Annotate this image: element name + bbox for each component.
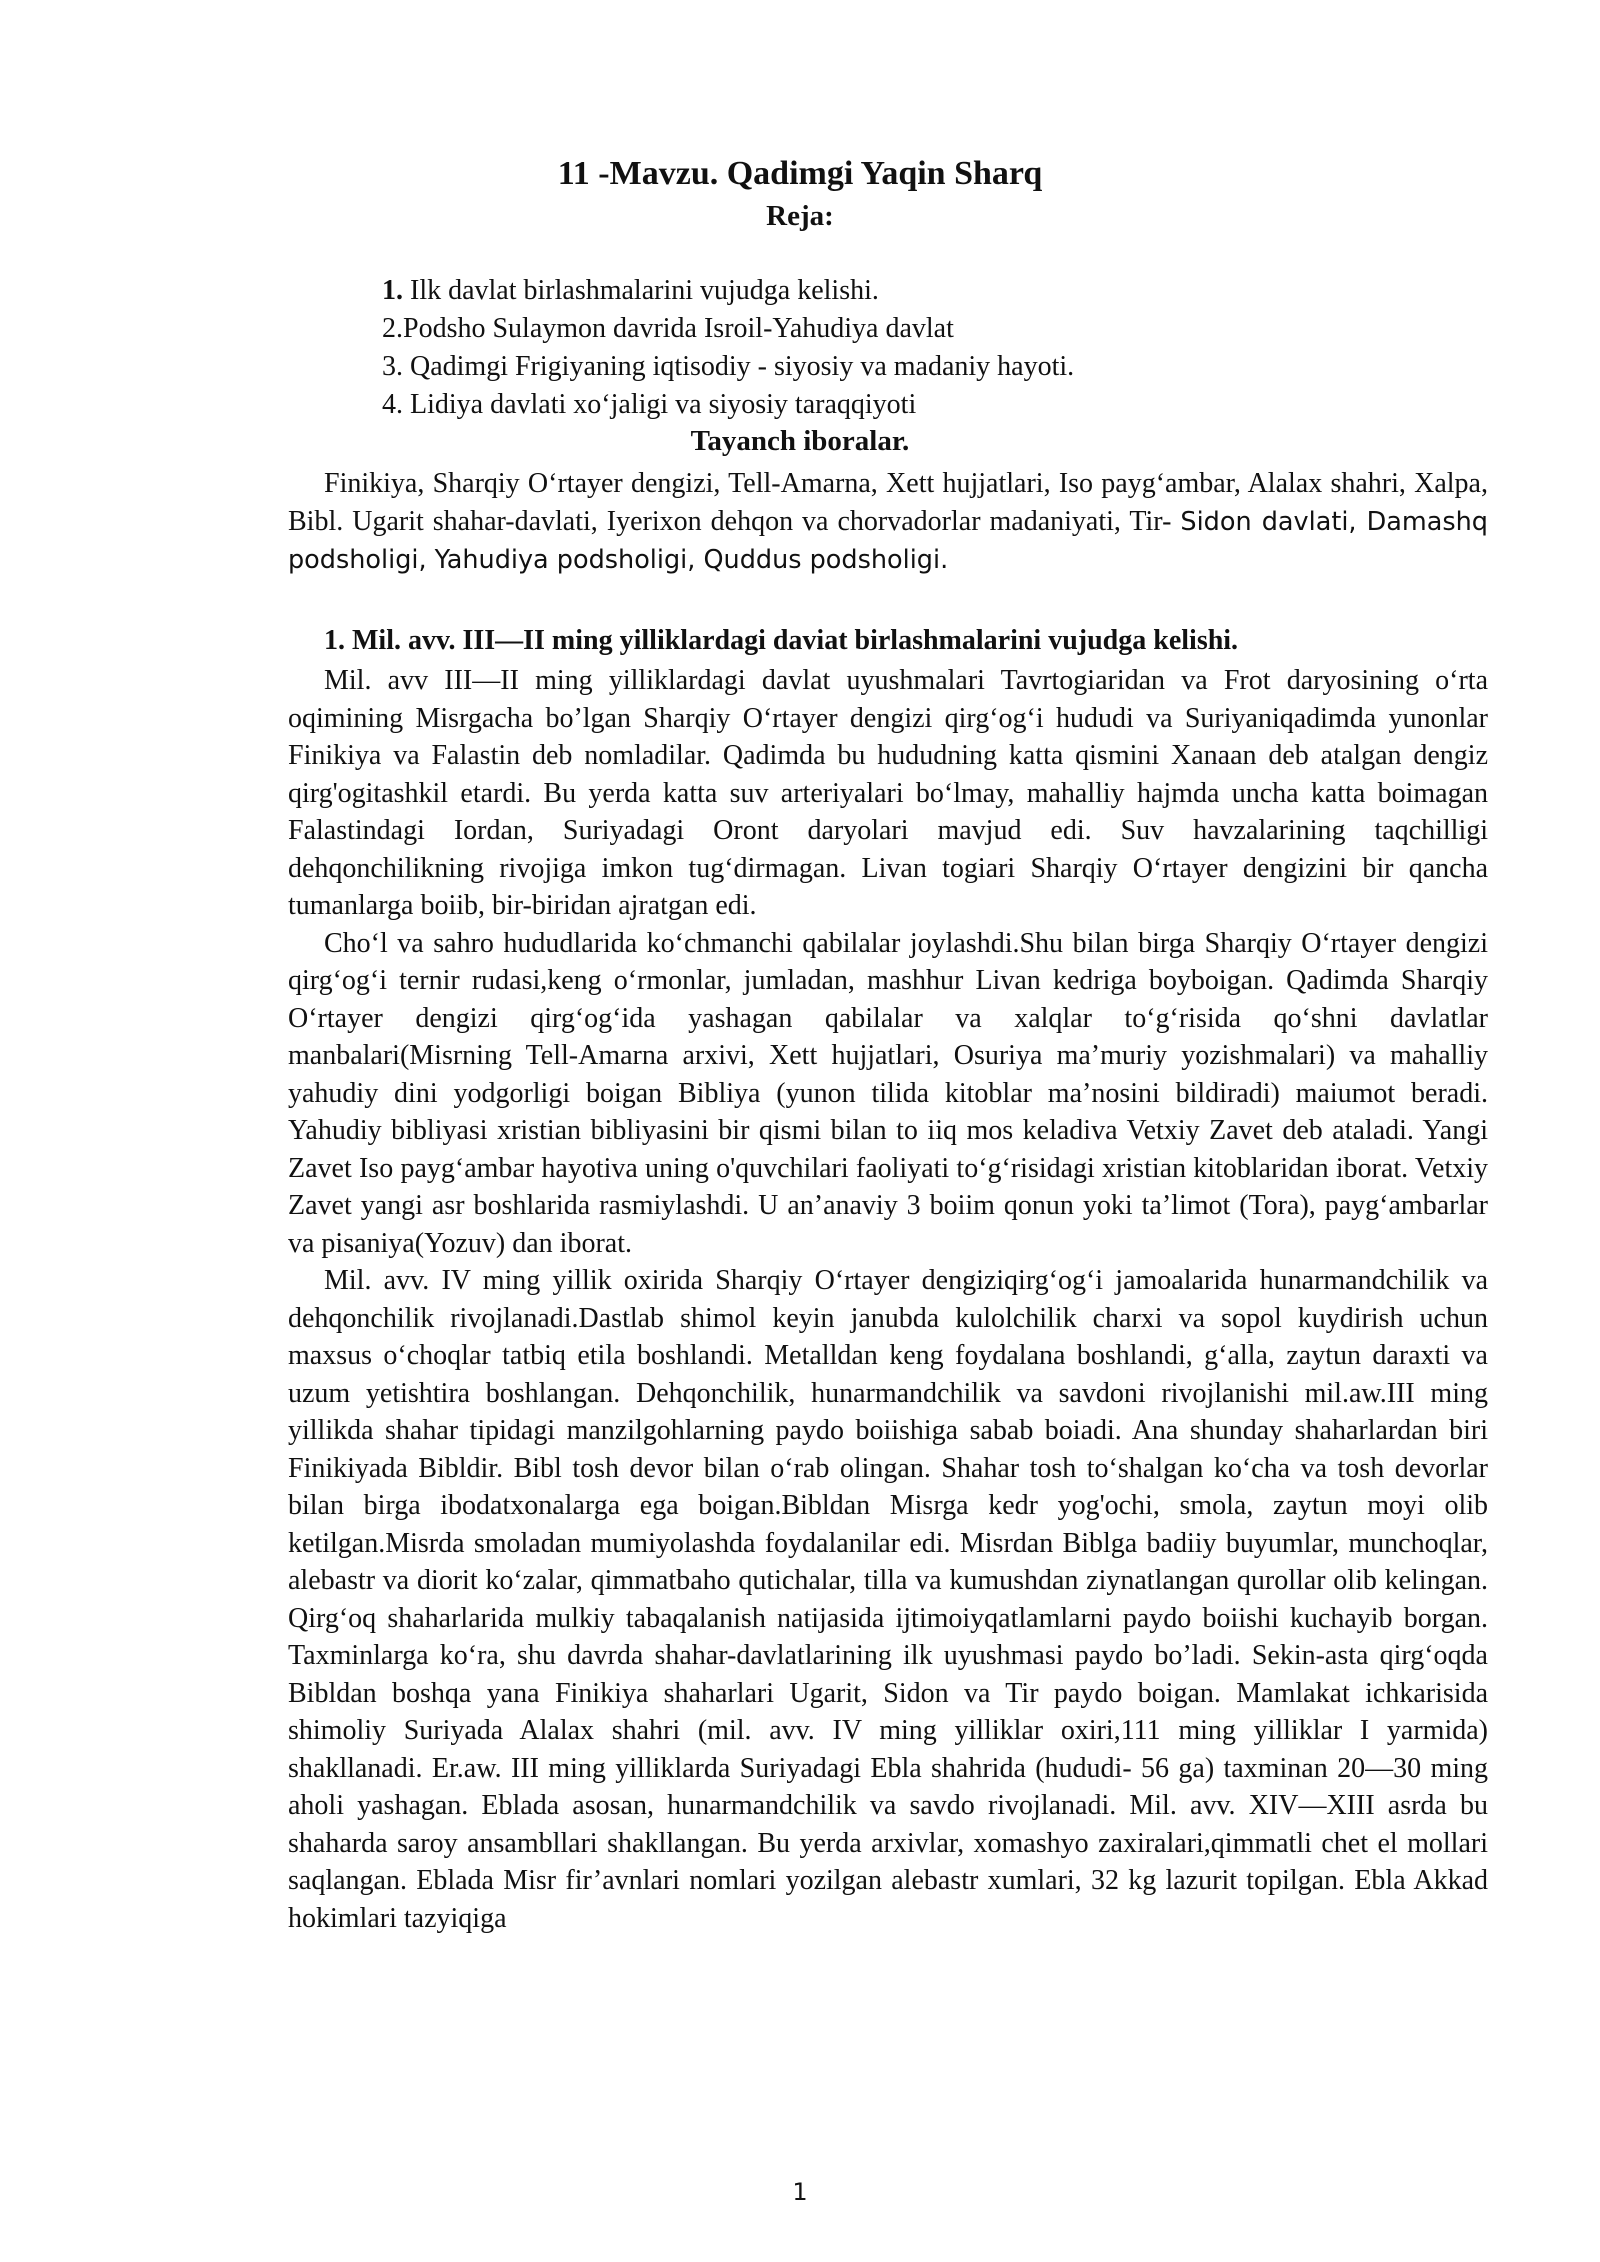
plan-list	[382, 272, 1382, 424]
plan-heading: Reja:	[766, 200, 834, 232]
plan-item	[382, 272, 1382, 310]
keywords-text: Finikiya, Sharqiy O‘rtayer dengizi, Tell-Amarna, Xett hujjatlari, Iso payg‘ambar, Alalax shahri, Xalpa, Bibl. Ugarit shahar-davlati, Iyerixon dehqon va chorvadorlar madaniyati, Tir-	[288, 468, 1488, 537]
page-number: 1	[792, 2178, 808, 2206]
body-paragraph: Mil. avv. IV ming yillik oxirida Sharqiy O‘rtayer dengiziqirg‘og‘i jamoalarida hunarmandchilik va dehqonchilik rivojlanadi.Dastlab shimol keyin janubda kulolchilik charxi va sopol kuydirish uchun maxsus o‘choqlar tatbiq etila boshlandi. Metalldan keng foydalana boshlandi, g‘alla, zaytun daraxti va uzum yetishtira boshlangan. Dehqonchilik, hunarmandchilik va savdoni rivojlanishi mil.aw.III ming yillikda shahar tipidagi manzilgohlarning paydo boiishiga sabab boiadi. Ana shunday shaharlardan biri Finikiyada Bibldir. Bibl tosh devor bilan o‘rab olingan. Shahar tosh to‘shalgan ko‘cha va tosh devorlar bilan birga ibodatxonalarga ega boigan.Bibldan Misrga kedr yog'ochi, smola, zaytun moyi olib ketilgan.Misrda smoladan mumiyolashda foydalanilar edi. Misrdan Biblga badiiy buyumlar, munchoqlar, alebastr va diorit ko‘zalar, qimmatbaho qutichalar, tilla va kumushdan ziynatlangan qurollar olib kelingan. Qirg‘oq shaharlarida mulkiy tabaqalanish natijasida ijtimoiyqatlamlarni paydo boiishi kuchayib borgan. Taxminlarga ko‘ra, shu davrda shahar-davlatlarining ilk uyushmasi paydo bo’ladi. Sekin-asta qirg‘oqda Bibldan boshqa yana Finikiya shaharlari Ugarit, Sidon va Tir paydo boigan. Mamlakat ichkarisida shimoliy Suriyada Alalax shahri (mil. avv. IV ming yilliklar oxiri,111 ming yilliklar I yarmida) shakllanadi. Er.aw. III ming yilliklarda Suriyadagi Ebla shahrida (hududi- 56 ga) taxminan 20—30 ming aholi yashagan. Eblada asosan, hunarmandchilik va savdo rivojlanadi. Mil. avv. XIV—XIII asrda bu shaharda saroy ansambllari shakllangan. Bu yerda arxivlar, xomashyo zaxiralari,qimmatli chet el mollari saqlangan. Eblada Misr fir’avnlari nomlari yozilgan alebastr xumlari, 32 kg lazurit topilgan. Ebla Akkad hokimlari tazyiqiga	[288, 1265, 1488, 1934]
section-title: 1. Mil. avv. III—II ming yilliklardagi daviat birlashmalarini vujudga kelishi.	[324, 625, 1239, 656]
plan-item	[382, 310, 1382, 348]
plan-item-number: 1.	[382, 275, 403, 306]
section-body	[288, 662, 1488, 1937]
plan-item-text: Ilk davlat birlashmalarini vujudga kelishi.	[403, 275, 879, 306]
plan-item-text: 4. Lidiya davlati xo‘jaligi va siyosiy taraqqiyoti	[382, 389, 917, 420]
plan-item	[382, 348, 1382, 386]
body-paragraph: Mil. avv III—II ming yilliklardagi davlat uyushmalari Tavrtogiaridan va Frot daryosining o‘rta oqimining Misrgacha bo’lgan Sharqiy O‘rtayer dengizi qirg‘og‘i hududi va Suriyaniqadimda yunonlar Finikiya va Falastin deb nomladilar. Qadimda bu hududning katta qismini Xanaan deb atalgan dengiz qirg'ogitashkil etardi. Bu yerda katta suv arteriyalari bo‘lmay, mahalliy hajmda uncha katta boimagan Falastindagi Iordan, Suriyadagi Oront daryolari mavjud edi. Suv havzalarining taqchilligi dehqonchilikning rivojiga imkon tug‘dirmagan. Livan togiari Sharqiy O‘rtayer dengizini bir qancha tumanlarga boiib, bir-biridan ajratgan edi.	[288, 665, 1488, 921]
plan-item-text: 2.Podsho Sulaymon davrida Isroil-Yahudiya davlat	[382, 313, 954, 344]
keywords-paragraph	[288, 465, 1488, 580]
keywords-heading: Tayanch iboralar.	[690, 425, 910, 457]
page-title: 11 -Mavzu. Qadimgi Yaqin Sharq	[557, 155, 1043, 192]
keywords-text-continued: Sidon davlati, Damashq podsholigi, Yahudiya podsholigi, Quddus podsholigi.	[288, 506, 1488, 575]
plan-item	[382, 386, 1382, 424]
plan-item-text: 3. Qadimgi Frigiyaning iqtisodiy - siyosiy va madaniy hayoti.	[382, 351, 1075, 382]
body-paragraph: Cho‘l va sahro hududlarida ko‘chmanchi qabilalar joylashdi.Shu bilan birga Sharqiy O‘rtayer dengizi qirg‘og‘i ternir rudasi,keng o‘rmonlar, jumladan, mashhur Livan kedriga boyboigan. Qadimda Sharqiy O‘rtayer dengizi qirg‘og‘ida yashagan qabilalar va xalqlar to‘g‘risida qo‘shni davlatlar manbalari(Misrning Tell-Amarna arxivi, Xett hujjatlari, Osuriya ma’muriy yozishmalari) va mahalliy yahudiy dini yodgorligi boigan Bibliya (yunon tilida kitoblar ma’nosini bildiradi) maiumot beradi. Yahudiy bibliyasi xristian bibliyasini bir qismi bilan to iiq mos keladiva Vetxiy Zavet deb ataladi. Yangi Zavet Iso payg‘ambar hayotiva uning o'quvchilari faoliyati to‘g‘risidagi xristian kitoblaridan iborat. Vetxiy Zavet yangi asr boshlarida rasmiylashdi. U an’anaviy 3 boiim qonun yoki ta’limot (Tora), payg‘ambarlar va pisaniya(Yozuv) dan iborat.	[288, 927, 1488, 1259]
